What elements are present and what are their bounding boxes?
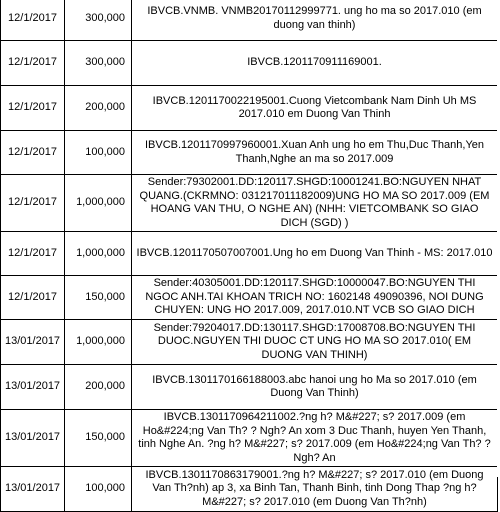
amount-cell: 150,000 <box>65 276 132 320</box>
description-cell: IBVCB.1301170964211002.?ng h? M&#227; s? 2017.009 (em Ho&#224;ng Van Th? ? Ngh? An xom 3 Duc Thanh, huyen Yen Thanh, tinh Nghe An. ?ng h? M&#227; s? 2017.009 (em Ho&#224;ng Van Th? ? Ngh? An <box>132 410 498 467</box>
date-cell: 12/1/2017 <box>1 175 65 232</box>
amount-cell: 200,000 <box>65 86 132 131</box>
description-cell: Sender:40305001.DD:120117.SHGD:10000047.BO:NGUYEN THI NGOC ANH.TAI KHOAN TRICH NO: 1602148 49090396, NOI DUNG CHUYEN: UNG HO 2017.009, 2017.010.NT VCB SO GIAO DICH <box>132 276 498 320</box>
transactions-body <box>1 0 498 512</box>
amount-cell: 1,000,000 <box>65 175 132 232</box>
description-cell: IBVCB.1201170022195001.Cuong Vietcombank Nam Dinh Uh MS 2017.010 em Duong Van Thinh <box>132 86 498 131</box>
description-cell: Sender:79302001.DD:120117.SHGD:10001241.BO:NGUYEN NHAT QUANG.(CKRMNO: 031217011182009)UNG HO MA SO 2017.009 (EM HOANG VAN THU, O NGHE AN) (NHH: VIETCOMBANK SO GIAO DICH (SGD) ) <box>132 175 498 232</box>
amount-cell: 300,000 <box>65 0 132 41</box>
table-row <box>1 365 498 410</box>
date-cell: 12/1/2017 <box>1 86 65 131</box>
date-cell: 13/01/2017 <box>1 320 65 365</box>
description-cell: Sender:79204017.DD:130117.SHGD:17008708.BO:NGUYEN THI DUOC.NGUYEN THI DUOC CT UNG HO MA SO 2017.010( EM DUONG VAN THINH) <box>132 320 498 365</box>
table-row <box>1 232 498 276</box>
amount-cell: 1,000,000 <box>65 320 132 365</box>
date-cell: 12/1/2017 <box>1 41 65 86</box>
date-cell: 13/01/2017 <box>1 410 65 467</box>
table-row <box>1 410 498 467</box>
amount-cell: 1,000,000 <box>65 232 132 276</box>
table-row <box>1 320 498 365</box>
date-cell: 13/01/2017 <box>1 467 65 512</box>
table-row <box>1 276 498 320</box>
date-cell: 12/1/2017 <box>1 232 65 276</box>
amount-cell: 300,000 <box>65 41 132 86</box>
table-row <box>1 86 498 131</box>
table-row <box>1 0 498 41</box>
table-row <box>1 41 498 86</box>
amount-cell: 150,000 <box>65 410 132 467</box>
date-cell: 12/1/2017 <box>1 276 65 320</box>
amount-cell: 100,000 <box>65 467 132 512</box>
table-row <box>1 175 498 232</box>
description-cell: IBVCB.VNMB. VNMB20170112999771. ung ho ma so 2017.010 (em duong van thinh) <box>132 0 498 41</box>
description-cell: IBVCB.1201170507007001.Ung ho em Duong Van Thinh - MS: 2017.010 <box>132 232 498 276</box>
date-cell: 12/1/2017 <box>1 0 65 41</box>
table-row <box>1 131 498 175</box>
table-row <box>1 467 498 512</box>
date-cell: 12/1/2017 <box>1 131 65 175</box>
description-cell: IBVCB.1201170911169001. <box>132 41 498 86</box>
description-cell: IBVCB.1301170166188003.abc hanoi ung ho Ma so 2017.010 (em Duong Van Thinh) <box>132 365 498 410</box>
description-cell: IBVCB.1301170863179001.?ng h? M&#227; s? 2017.010 (em Duong Van Th?nh) ap 3, xa Binh Tan, Thanh Binh, tinh Dong Thap ?ng h? M&#227; s? 2017.010 (em Duong Van Th?nh) <box>132 467 498 512</box>
description-cell: IBVCB.1201170997960001.Xuan Anh ung ho em Thu,Duc Thanh,Yen Thanh,Nghe an ma so 2017.009 <box>132 131 498 175</box>
date-cell: 13/01/2017 <box>1 365 65 410</box>
amount-cell: 200,000 <box>65 365 132 410</box>
amount-cell: 100,000 <box>65 131 132 175</box>
